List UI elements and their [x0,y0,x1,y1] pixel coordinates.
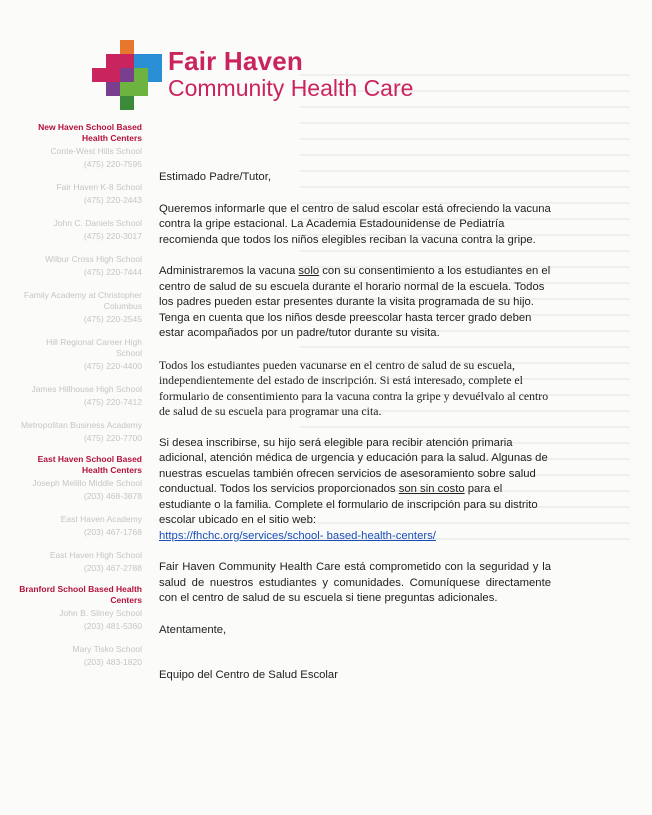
sidebar-phone: (475) 220-3017 [83,231,142,241]
paragraph-consent: Administraremos la vacuna solo con su consentimiento a los estudiantes en el centro de salud de su escuela durante el horario normal de la escuela. Todos los padres pueden estar presentes durante la visita programada de su hijo. Tenga en cuenta que los niños desde preescolar hasta tercer grado deben estar acompañados por un padre/tutor durante su visita. [159,265,551,339]
sidebar-phone: (203) 467-2788 [83,563,142,573]
paragraph-commitment: Fair Haven Community Health Care está comprometido con la seguridad y la salud de nuestros estudiantes y comunidades. Comuníquese directamente con el centro de salud de su escuela si tiene preguntas adicionales. [159,561,551,604]
sidebar-heading: East Haven School Based Health Centers [37,454,142,475]
paragraph-enrollment: Si desea inscribirse, su hijo será elegible para recibir atención primaria adicional, atención médica de urgencia y educación para la salud. Algunas de nuestras escuelas también ofrecen servicios de asesoramiento sobre salud conductual. Todos los servicios proporcionados son sin costo para el estudiante o la familia. Complete el formulario de inscripción para su distrito escolar ubicado en el sitio web: https://fhchc.org/services/school- based-health-centers/ [159,436,548,542]
sidebar-school: James Hillhouse High School [31,384,142,394]
sidebar-phone: (475) 220-2545 [83,314,142,324]
sidebar-school: Joseph Melillo Middle School [32,478,142,488]
sidebar-school: Metropolitan Business Academy [21,420,142,430]
sidebar-school: John B. Sliney School [59,608,142,618]
closing: Atentamente, [159,623,227,636]
sidebar-school: Fair Haven K-8 School [56,182,142,192]
sidebar [18,122,142,668]
fair-haven-logo-icon [92,40,164,112]
brand-subtitle: Community Health Care [168,75,414,101]
paragraph-eligibility: Todos los estudiantes pueden vacunarse en el centro de salud de su escuela, independientemente del estado de inscripción. Si está interesado, complete el formulario de consentimiento para la vacuna contra la gripe y devuélvalo al centro de salud de su escuela para programar una cita. [159,357,549,418]
sidebar-school: Family Academy at Christopher Columbus [23,290,142,311]
sidebar-heading: New Haven School Based Health Centers [38,122,142,143]
sidebar-school: Conte-West Hills School [50,146,142,156]
sidebar-school: John C. Daniels School [53,218,142,228]
sidebar-phone: (475) 220-4400 [83,361,142,371]
salutation: Estimado Padre/Tutor, [159,171,271,183]
sidebar-phone: (475) 220-7412 [83,397,142,407]
sidebar-phone: (203) 468-3878 [83,491,142,501]
sidebar-phone: (203) 481-5360 [83,621,142,631]
signature: Equipo del Centro de Salud Escolar [159,669,338,681]
sidebar-phone: (203) 483-1820 [83,657,142,667]
sidebar-school: Hill Regional Career High School [46,337,142,358]
enrollment-link[interactable]: https://fhchc.org/services/school- based-health-centers/ [159,529,436,542]
sidebar-phone: (475) 220-2443 [83,195,142,205]
sidebar-school: East Haven High School [49,550,142,560]
paragraph-intro: Queremos informarle que el centro de salud escolar está ofreciendo la vacuna contra la gripe estacional. La Academia Estadounidense de Pediatría recomienda que todos los niños elegibles reciban la vacuna contra la gripe. [159,202,551,246]
sidebar-school: Mary Tisko School [72,644,142,654]
sidebar-school: Wilbur Cross High School [45,254,142,264]
sidebar-phone: (475) 220-7595 [83,159,142,169]
sidebar-phone: (475) 220-7700 [83,433,142,443]
underlined-free: son sin costo [398,483,465,495]
letter-body [159,170,551,700]
sidebar-phone: (203) 467-1768 [83,527,142,537]
brand-name: Fair Haven [168,46,303,76]
sidebar-heading: Branford School Based Health Centers [19,584,142,605]
underlined-solo: solo [298,265,320,277]
sidebar-phone: (475) 220-7444 [83,267,142,277]
sidebar-school: East Haven Academy [60,514,142,524]
